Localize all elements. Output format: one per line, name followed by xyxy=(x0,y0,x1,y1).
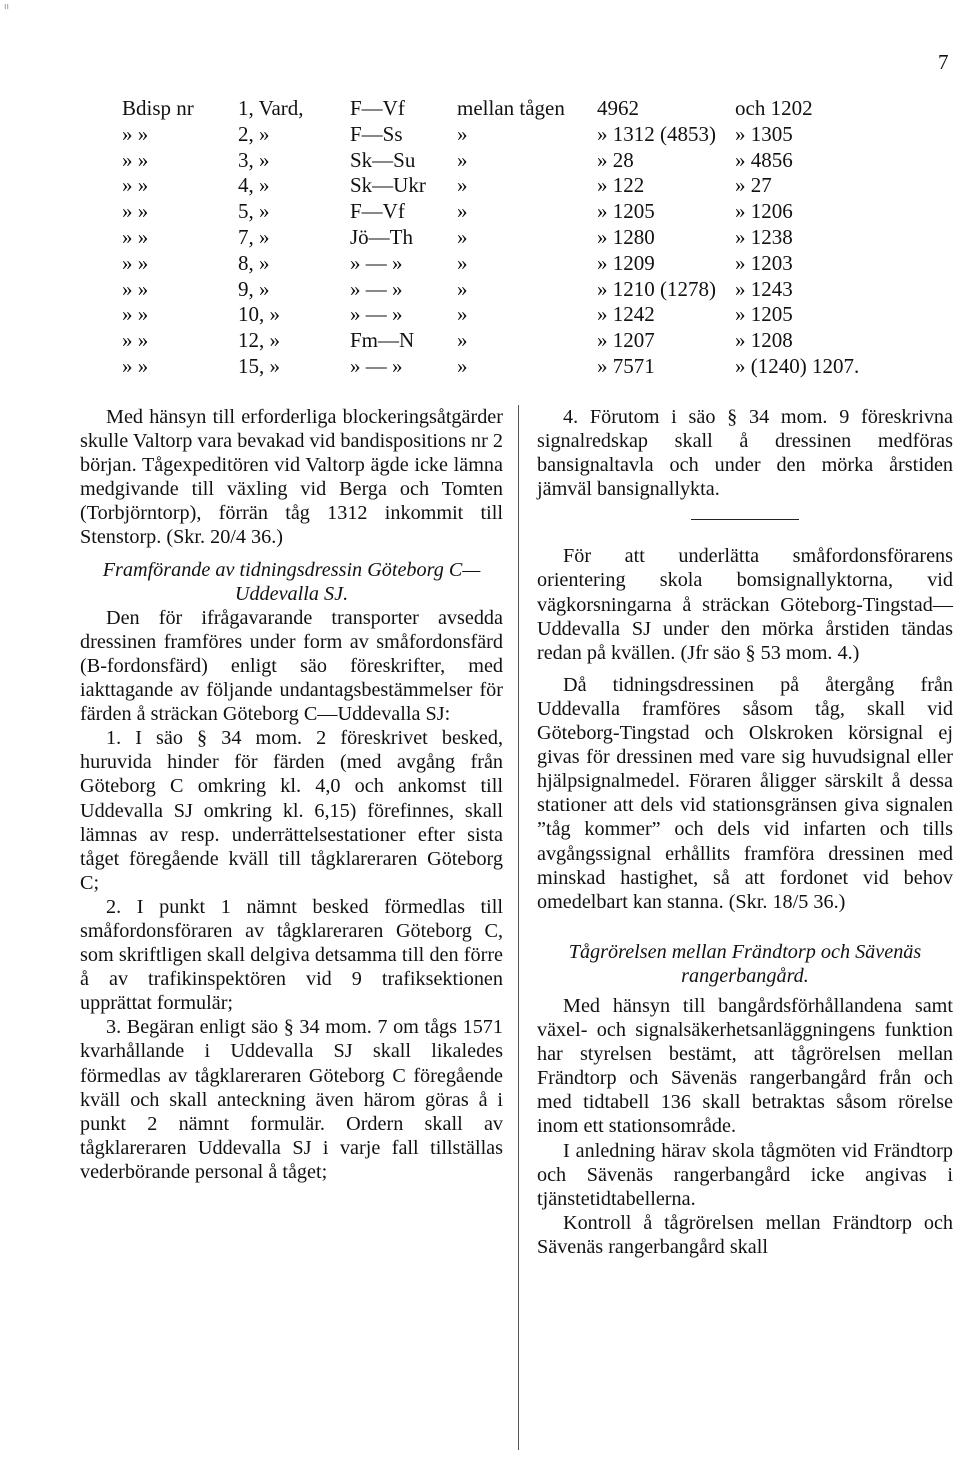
section-heading-frandtorp-savenas: Tågrörelsen mellan Frändtorp och Sävenäs rangerbangård. xyxy=(568,940,922,987)
table-cell-train-to: » 1205 xyxy=(735,302,793,327)
table-cell-train-from: » 1242 xyxy=(597,302,655,327)
paragraph-dressin-intro: Den för ifrågavarande transporter avsedda dressinen framföres under form av småfordonsfärd (B-fordonsfärd) enligt säo föreskrifter, med iakttagande av följande undantagsbestämmelser för färden å sträckan Göteborg C—Uddevalla SJ: xyxy=(80,606,503,726)
table-cell-line-section: Sk—Su xyxy=(350,147,416,172)
table-cell-line-section: Fm—N xyxy=(350,328,415,353)
table-cell-train-to: och 1202 xyxy=(735,96,813,120)
table-cell-disposition-label: » » xyxy=(122,250,149,275)
table-cell-between-trains: » xyxy=(457,276,468,301)
column-divider xyxy=(518,405,519,1450)
table-cell-train-from: » 122 xyxy=(597,173,645,198)
paragraph-signal-lamps: För att underlätta småfordonsförarens orientering skola bomsignallyktorna, vid vägkorsningarna å sträckan Göteborg-Tingstad—Uddevalla SJ under den mörka årstiden tändas redan på kvällen. (Jfr säo § 53 mom. 4.) xyxy=(537,545,953,664)
table-cell-line-section: » — » xyxy=(350,353,403,378)
table-cell-line-section: F—Vf xyxy=(350,199,405,224)
table-cell-train-from: » 1312 (4853) xyxy=(597,121,716,146)
table-row xyxy=(0,199,960,225)
left-column xyxy=(80,405,503,1184)
table-cell-line-section: F—Vf xyxy=(350,96,405,120)
table-cell-disposition-label: Bdisp nr xyxy=(122,96,194,120)
table-cell-disposition-label: » » xyxy=(122,302,149,327)
table-cell-disposition-number: 2, » xyxy=(238,121,270,146)
paragraph-blocking-measures: Med hänsyn till erforderliga blockeringsåtgärder skulle Valtorp vara bevakad vid bandispositions nr 2 början. Tågexpeditören vid Valtorp ägde icke lämna medgivande till växling vid Berga och Tomten (Torbjörntorp), förrän tåg 1312 inkommit till Stenstorp. (Skr. 20/4 36.) xyxy=(80,406,503,549)
table-cell-train-to: » 1203 xyxy=(735,250,793,275)
table-cell-train-to: » 4856 xyxy=(735,147,793,172)
table-cell-train-from: » 28 xyxy=(597,147,634,172)
table-cell-between-trains: » xyxy=(457,147,468,172)
table-cell-train-to: » 27 xyxy=(735,173,772,198)
paragraph-point-3: 3. Begäran enligt säo § 34 mom. 7 om tågs 1571 kvarhållande i Uddevalla SJ skall likaledes förmedlas av tågklareraren Göteborg C föregående kväll och skall anteckning även härom göras å i punkt 2 nämnt formulär. Ordern skall av tågklareraren Uddevalla SJ i varje fall tillställas vederbörande personal å tåget; xyxy=(80,1016,503,1183)
table-cell-between-trains: » xyxy=(457,353,468,378)
table-cell-train-from: » 1280 xyxy=(597,224,655,249)
paragraph-train-meetings: I anledning härav skola tågmöten vid Frändtorp och Sävenäs rangerbangård icke angivas i tjänstetidtabellerna. xyxy=(537,1139,953,1210)
table-cell-train-to: » 1208 xyxy=(735,328,793,353)
section-rule xyxy=(691,519,799,520)
table-cell-disposition-number: 8, » xyxy=(238,250,270,275)
table-cell-train-from: » 7571 xyxy=(597,353,655,378)
table-cell-disposition-number: 3, » xyxy=(238,147,270,172)
paragraph-return-journey: Då tidningsdressinen på återgång från Uddevalla framföres såsom tåg, skall vid Göteborg-Tingstad och Olskroken körsignal ej givas för dressinen med vare sig huvudsignal eller hjälpsignalmedel. Föraren åligger särskilt å dessa stationer att dels vid stationsgränsen giva signalen ”tåg kommer” och dels vid infarten och tills avgångssignal erhållits framföra dressinen med minskad hastighet, så att fordonet vid behov omedelbart kan stanna. (Skr. 18/5 36.) xyxy=(537,673,953,913)
table-row xyxy=(0,148,960,174)
table-row xyxy=(0,277,960,303)
table-row xyxy=(0,302,960,328)
table-cell-disposition-number: 10, » xyxy=(238,302,280,327)
paragraph-point-1: 1. I säo § 34 mom. 2 föreskrivet besked, huruvida hinder för färden (med avgång från Göteborg C omkring kl. 4,0 och ankomst till Uddevalla SJ omkring kl. 6,15) förefinnes, skall lämnas av resp. underrättelsestationer efter sista tåget föregående kväll till tågklareraren Göteborg C; xyxy=(80,727,503,894)
table-cell-line-section: F—Ss xyxy=(350,121,403,146)
table-cell-between-trains: » xyxy=(457,250,468,275)
table-row xyxy=(0,354,960,380)
page-number: 7 xyxy=(938,50,949,74)
table-row xyxy=(0,225,960,251)
paragraph-control: Kontroll å tågrörelsen mellan Frändtorp och Sävenäs rangerbangård skall xyxy=(537,1211,953,1258)
table-cell-disposition-number: 15, » xyxy=(238,353,280,378)
paragraph-point-4: 4. Förutom i säo § 34 mom. 9 föreskrivna signalredskap skall å dressinen medföras bansignaltavla och under den mörka årstiden jämväl bansignallykta. xyxy=(537,406,953,501)
table-cell-line-section: Jö—Th xyxy=(350,224,413,249)
corner-mark: ıı xyxy=(4,2,10,12)
table-cell-between-trains: » xyxy=(457,199,468,224)
table-cell-train-from: » 1210 (1278) xyxy=(597,276,716,301)
table-cell-line-section: Sk—Ukr xyxy=(350,173,426,198)
table-row xyxy=(0,173,960,199)
table-row xyxy=(0,122,960,148)
table-cell-line-section: » — » xyxy=(350,302,403,327)
table-row xyxy=(0,251,960,277)
table-cell-train-to: » 1206 xyxy=(735,199,793,224)
table-cell-train-from: » 1205 xyxy=(597,199,655,224)
table-cell-between-trains: » xyxy=(457,224,468,249)
table-row xyxy=(0,96,960,122)
table-cell-train-to: » 1238 xyxy=(735,224,793,249)
table-cell-disposition-number: 4, » xyxy=(238,173,270,198)
table-cell-disposition-number: 5, » xyxy=(238,199,270,224)
table-cell-line-section: » — » xyxy=(350,250,403,275)
table-cell-between-trains: » xyxy=(457,173,468,198)
table-cell-disposition-number: 1, Vard, xyxy=(238,96,304,120)
table-cell-train-from: » 1209 xyxy=(597,250,655,275)
table-cell-line-section: » — » xyxy=(350,276,403,301)
table-cell-train-from: 4962 xyxy=(597,96,639,120)
table-cell-disposition-number: 7, » xyxy=(238,224,270,249)
paragraph-station-area: Med hänsyn till bangårdsförhållandena samt växel- och signalsäkerhetsanläggningens funktion har styrelsen bestämt, att tågrörelsen mellan Frändtorp och Sävenäs rangerbangård från och med tidtabell 136 skall betraktas såsom rörelse inom ett stationsområde. xyxy=(537,994,953,1138)
table-cell-disposition-label: » » xyxy=(122,276,149,301)
right-column xyxy=(537,405,953,1259)
table-cell-train-to: » 1305 xyxy=(735,121,793,146)
paragraph-point-2: 2. I punkt 1 nämnt besked förmedlas till småfordonsföraren av tågklareraren Göteborg C, som skriftligen skall delgiva detsamma till den förre å av trafikinspektören vid 9 trafiksektionen upprättat formulär; xyxy=(80,895,503,1015)
table-cell-between-trains: mellan tågen xyxy=(457,96,565,120)
table-cell-between-trains: » xyxy=(457,328,468,353)
section-heading-newspaper-dressin: Framförande av tidningsdressin Göteborg C—Uddevalla SJ. xyxy=(102,558,481,605)
table-cell-train-to: » 1243 xyxy=(735,276,793,301)
table-cell-disposition-label: » » xyxy=(122,173,149,198)
train-disposition-table xyxy=(0,96,960,380)
table-cell-disposition-label: » » xyxy=(122,353,149,378)
table-cell-between-trains: » xyxy=(457,302,468,327)
table-cell-train-from: » 1207 xyxy=(597,328,655,353)
table-cell-disposition-label: » » xyxy=(122,147,149,172)
table-cell-disposition-label: » » xyxy=(122,224,149,249)
table-cell-disposition-label: » » xyxy=(122,328,149,353)
table-cell-disposition-label: » » xyxy=(122,199,149,224)
table-cell-disposition-label: » » xyxy=(122,121,149,146)
table-cell-disposition-number: 9, » xyxy=(238,276,270,301)
table-cell-train-to: » (1240) 1207. xyxy=(735,353,860,378)
table-cell-between-trains: » xyxy=(457,121,468,146)
table-cell-disposition-number: 12, » xyxy=(238,328,280,353)
table-row xyxy=(0,328,960,354)
